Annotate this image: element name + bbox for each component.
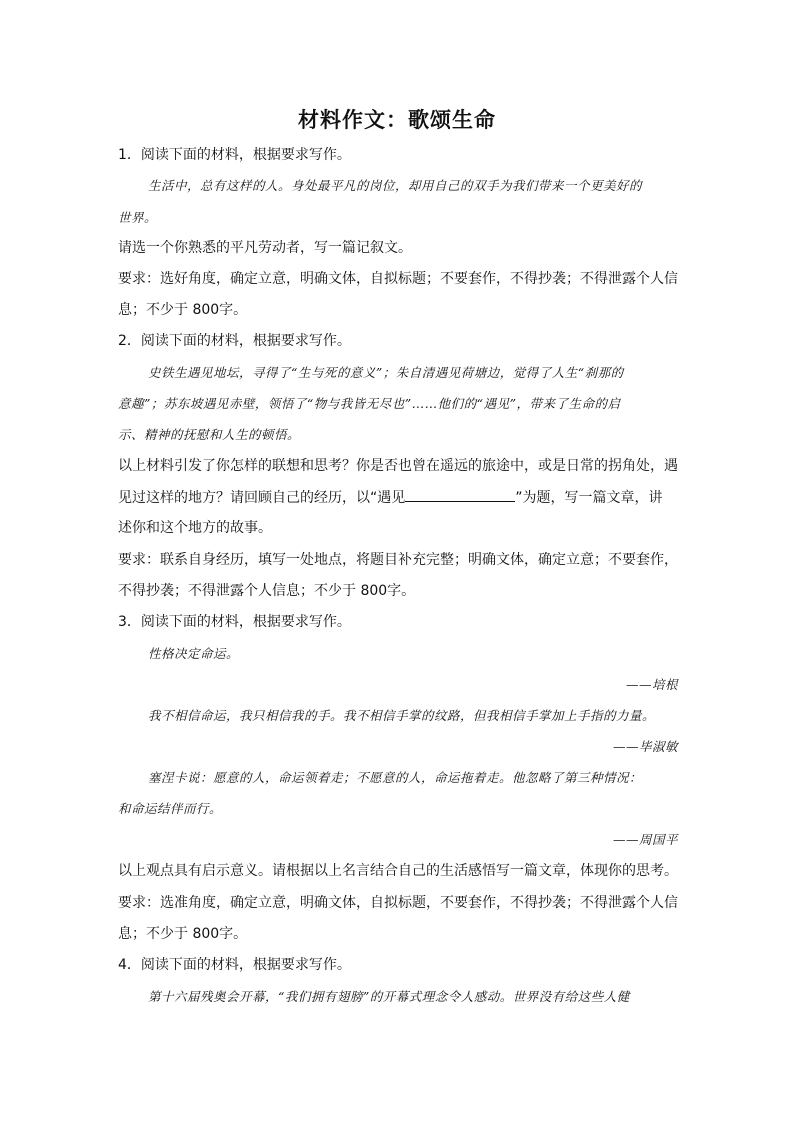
q3-header: 3．阅读下面的材料，根据要求写作。 <box>118 614 351 630</box>
q3-quote3-line2: 和命运结伴而行。 <box>118 801 223 816</box>
q4-header: 4．阅读下面的材料，根据要求写作。 <box>118 957 351 973</box>
q1-quote-line2: 世界。 <box>118 210 158 225</box>
q3-attribution1: ——培根 <box>625 677 678 692</box>
q3-attribution2: ——毕淑敏 <box>612 739 678 754</box>
q1-header: 1．阅读下面的材料，根据要求写作。 <box>118 147 351 163</box>
q3-quote3-line1: 塞涅卡说：愿意的人，命运领着走；不愿意的人，命运拖着走。他忽略了第三种情况： <box>148 770 643 785</box>
q3-requirement-line2: 息；不少于 800字。 <box>118 926 248 942</box>
title-blank-underline <box>405 488 515 502</box>
q1-requirement-line2: 息；不少于 800字。 <box>118 302 248 318</box>
q2-quote-line3: 示、精神的抚慰和人生的顿悟。 <box>118 427 301 442</box>
q2-prompt-line2-post: ”为题，写一篇文章，讲 <box>515 490 663 506</box>
q2-prompt-line2-pre: 见过这样的地方？请回顾自己的经历，以“遇见 <box>118 490 406 506</box>
q1-quote-line1: 生活中，总有这样的人。身处最平凡的岗位，却用自己的双手为我们带来一个更美好的 <box>148 178 643 193</box>
q2-header: 2．阅读下面的材料，根据要求写作。 <box>118 333 351 349</box>
q2-prompt-line1: 以上材料引发了你怎样的联想和思考？你是否也曾在遥远的旅途中，或是日常的拐角处，遇 <box>118 458 678 474</box>
q3-quote2: 我不相信命运，我只相信我的手。我不相信手掌的纹路，但我相信手掌加上手指的力量。 <box>148 708 656 723</box>
q1-prompt: 请选一个你熟悉的平凡劳动者，写一篇记叙文。 <box>118 240 412 256</box>
q3-prompt: 以上观点具有启示意义。请根据以上名言结合自己的生活感悟写一篇文章，体现你的思考。 <box>118 863 678 879</box>
q2-prompt-line2 <box>118 488 678 507</box>
q3-attribution3: ——周国平 <box>612 832 678 847</box>
q2-prompt-line3: 述你和这个地方的故事。 <box>118 520 272 536</box>
q2-quote-line1: 史铁生遇见地坛，寻得了“生与死的意义”；朱自清遇见荷塘边，觉得了人生“刹那的 <box>148 365 624 380</box>
q4-quote-line1: 第十六届残奥会开幕，“我们拥有翅膀”的开幕式理念令人感动。世界没有给这些人健 <box>148 989 630 1004</box>
page-title: 材料作文：歌颂生命 <box>298 108 496 132</box>
q2-quote-line2: 意趣”；苏东坡遇见赤壁，领悟了“物与我皆无尽也”……他们的“遇见”，带来了生命的启 <box>118 396 621 411</box>
q2-requirement-line1: 要求：联系自身经历，填写一处地点，将题目补充完整；明确文体，确定立意；不要套作， <box>118 552 678 568</box>
q1-requirement-line1: 要求：选好角度，确定立意，明确文体，自拟标题；不要套作，不得抄袭；不得泄露个人信 <box>118 271 678 287</box>
q3-quote1: 性格决定命运。 <box>148 646 240 661</box>
q2-requirement-line2: 不得抄袭；不得泄露个人信息；不少于 800字。 <box>118 583 416 599</box>
q3-requirement-line1: 要求：选准角度，确定立意，明确文体，自拟标题，不要套作，不得抄袭；不得泄露个人信 <box>118 895 678 911</box>
